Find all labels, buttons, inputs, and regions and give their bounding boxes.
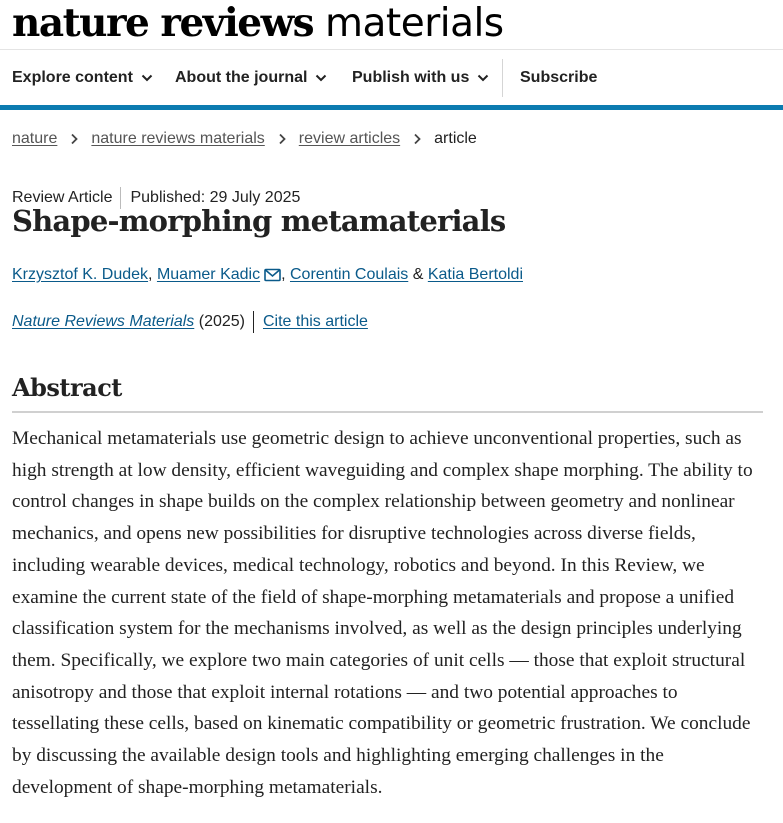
logo-bold-text: nature reviews <box>12 0 314 46</box>
author-separator: & <box>408 266 428 283</box>
journal-logo[interactable] <box>12 2 504 45</box>
chevron-down-icon <box>477 73 489 83</box>
author-separator: , <box>281 266 290 283</box>
subscribe-link[interactable]: Subscribe <box>520 69 598 86</box>
nav-explore-content[interactable] <box>12 69 153 87</box>
cite-this-article-link[interactable]: Cite this article <box>262 313 368 330</box>
author-link[interactable]: Corentin Coulais <box>289 266 409 283</box>
author-list <box>12 266 523 284</box>
masthead <box>0 0 783 50</box>
journal-link[interactable]: Nature Reviews Materials <box>12 313 195 330</box>
nav-about-journal-label: About the journal <box>175 69 308 86</box>
citation-divider <box>253 311 254 333</box>
nav-about-journal[interactable] <box>175 69 327 87</box>
author-link[interactable]: Krzysztof K. Dudek <box>12 266 149 283</box>
breadcrumb-nature-reviews-materials[interactable]: nature reviews materials <box>91 130 265 147</box>
nav-divider <box>502 59 503 97</box>
breadcrumb-review-articles[interactable]: review articles <box>298 130 401 147</box>
article-title: Shape-morphing metamaterials <box>12 204 506 238</box>
breadcrumb-current: article <box>434 130 477 147</box>
publication-year: (2025) <box>198 313 245 330</box>
breadcrumb-nature[interactable]: nature <box>12 130 58 147</box>
article-type: Review Article <box>12 189 113 206</box>
nav-explore-content-label: Explore content <box>12 69 133 86</box>
chevron-down-icon <box>141 73 153 83</box>
chevron-right-icon <box>70 133 78 145</box>
citation-line <box>12 311 368 333</box>
author-link[interactable]: Muamer Kadic <box>156 266 261 283</box>
author-link[interactable]: Katia Bertoldi <box>427 266 523 283</box>
published-date: Published: 29 July 2025 <box>130 189 301 206</box>
logo-light-text: materials <box>313 1 504 46</box>
author-separator: , <box>148 266 157 283</box>
nav-publish-with-us[interactable] <box>352 69 489 87</box>
main-navigation <box>0 50 783 110</box>
chevron-right-icon <box>413 133 421 145</box>
abstract-heading: Abstract <box>12 373 122 402</box>
abstract-divider <box>12 411 763 413</box>
nav-publish-with-us-label: Publish with us <box>352 69 470 86</box>
mail-icon[interactable] <box>264 268 281 282</box>
abstract-text: Mechanical metamaterials use geometric design to achieve unconventional properties, such as high strength at low density, efficient waveguiding and complex shape morphing. The ability to control changes in shape builds on the complex relationship between geometry and nonlinear mechanics, and opens new possibilities for disruptive technologies across diverse fields, including wearable devices, medical technology, robotics and beyond. In this Review, we examine the current state of the field of shape-morphing metamaterials and propose a unified classification system for the mechanisms involved, as well as the design principles underlying them. Specifically, we explore two main categories of unit cells — those that exploit structural anisotropy and those that exploit internal rotations — and two potential approaches to tessellating these cells, based on kinematic compatibility or geometric frustration. We conclude by discussing the available design tools and highlighting emerging challenges in the development of shape-morphing metamaterials. <box>12 428 753 798</box>
chevron-down-icon <box>315 73 327 83</box>
breadcrumb <box>12 130 477 148</box>
chevron-right-icon <box>278 133 286 145</box>
